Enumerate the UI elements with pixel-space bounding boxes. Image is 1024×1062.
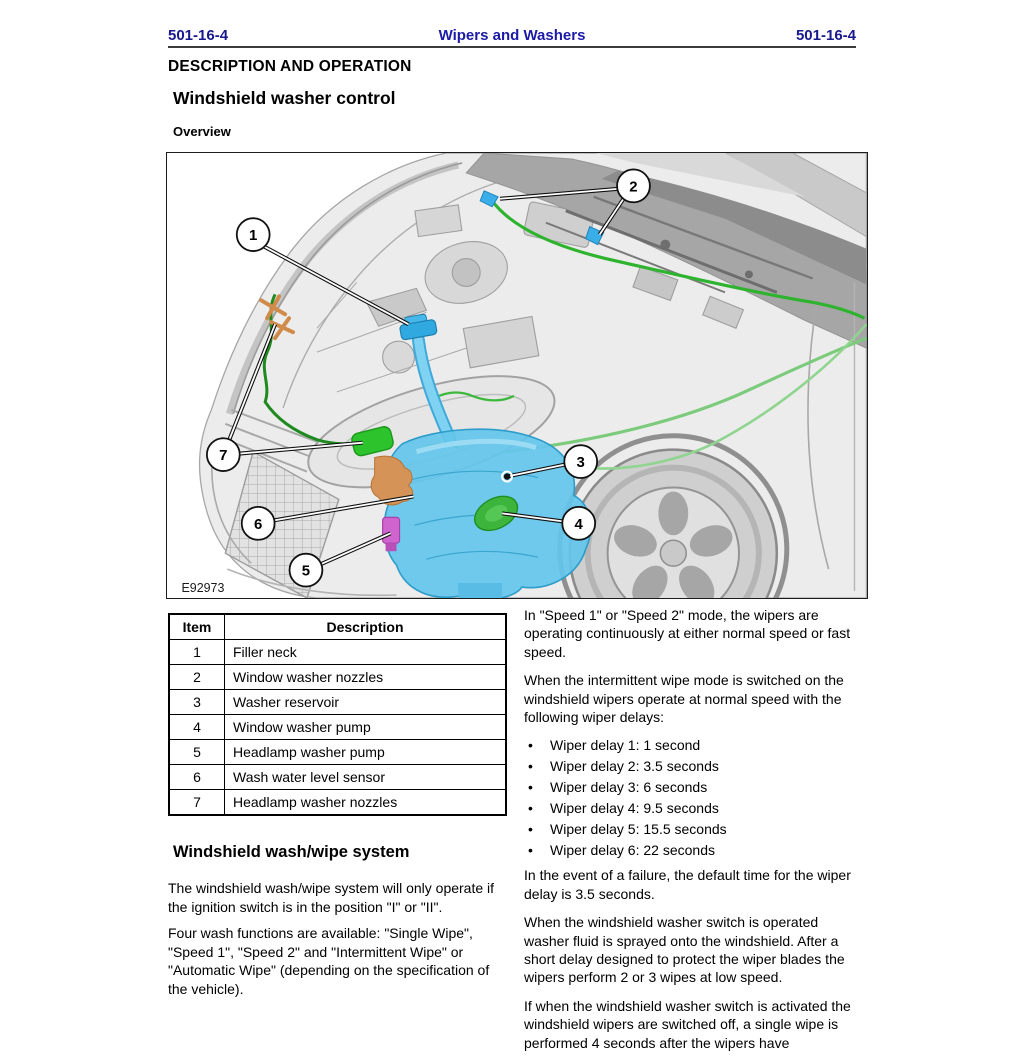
item-number: 7: [169, 790, 225, 816]
page-code-right: 501-16-4: [795, 27, 856, 44]
item-number: 6: [169, 765, 225, 790]
list-item: [524, 736, 864, 754]
callout-1-label: 1: [249, 227, 258, 245]
table-row: [169, 640, 506, 665]
chapter-title: Wipers and Washers: [438, 27, 586, 44]
item-description: Headlamp washer nozzles: [225, 790, 507, 816]
table-row: [169, 765, 506, 790]
bullet-glyph: •: [528, 779, 533, 796]
bullet-text: Wiper delay 6: 22 seconds: [550, 841, 715, 858]
subsection-heading: Windshield wash/wipe system: [173, 843, 410, 861]
bullet-text: Wiper delay 3: 6 seconds: [550, 779, 708, 796]
left-column: [168, 843, 508, 1006]
bullet-glyph: •: [528, 758, 533, 775]
figure-id-label: E92973: [181, 581, 225, 596]
car-illustration: [167, 153, 867, 598]
paragraph: When the windshield washer switch is operated washer fluid is sprayed onto the windshield. After a short delay designed to protect the wiper blades the wipers perform 2 or 3 wipes at low speed.: [524, 914, 845, 986]
running-header: [168, 27, 856, 47]
item-description: Window washer pump: [225, 715, 507, 740]
table-row: [169, 715, 506, 740]
table-row: [169, 740, 506, 765]
callout-4-label: 4: [574, 515, 583, 533]
item-description: Washer reservoir: [225, 690, 507, 715]
callout-5-label: 5: [301, 562, 311, 580]
legend-table: [168, 613, 507, 816]
callout-1: [237, 218, 270, 251]
bullet-text: Wiper delay 1: 1 second: [550, 737, 701, 754]
item-number: 5: [169, 740, 225, 765]
callout-6-label: 6: [254, 515, 263, 533]
callout-6: [242, 507, 275, 540]
section-heading: DESCRIPTION AND OPERATION: [168, 58, 412, 75]
paragraph: In the event of a failure, the default time for the wiper delay is 3.5 seconds.: [524, 867, 851, 902]
table-row: [169, 690, 506, 715]
callout-2-label: 2: [629, 178, 638, 196]
bullet-text: Wiper delay 4: 9.5 seconds: [550, 800, 719, 817]
item-description: Wash water level sensor: [225, 765, 507, 790]
table-row: [169, 790, 506, 816]
right-column: [524, 606, 864, 1062]
paragraph: The windshield wash/wipe system will only operate if the ignition switch is in the position "I" or "II".: [168, 880, 495, 915]
article-title: Windshield washer control: [173, 88, 396, 108]
callout-3-label: 3: [576, 454, 585, 472]
callout-7-label: 7: [219, 447, 228, 465]
callout-7: [207, 438, 240, 471]
table-header-row: [169, 614, 506, 640]
paragraph: In "Speed 1" or "Speed 2" mode, the wipers are operating continuously at either normal speed or fast speed.: [524, 607, 851, 660]
header-rule: [168, 46, 856, 48]
bullet-glyph: •: [528, 737, 533, 754]
callout-3: [564, 445, 597, 478]
overview-heading: Overview: [173, 124, 231, 139]
bullet-text: Wiper delay 5: 15.5 seconds: [550, 821, 727, 838]
list-item: [524, 820, 864, 838]
callout-2: [617, 169, 650, 202]
callout-5: [290, 554, 323, 587]
callout-4: [562, 507, 595, 540]
list-item: [524, 841, 864, 859]
bullet-glyph: •: [528, 841, 533, 858]
item-description: Filler neck: [225, 640, 507, 665]
item-number: 1: [169, 640, 225, 665]
bullet-glyph: •: [528, 800, 533, 817]
col-header-item: Item: [169, 614, 225, 640]
page-code-left: 501-16-4: [168, 27, 229, 44]
item-description: Headlamp washer pump: [225, 740, 507, 765]
item-number: 3: [169, 690, 225, 715]
washer-system-figure: [166, 152, 868, 599]
paragraph: Four wash functions are available: "Single Wipe", "Speed 1", "Speed 2" and "Intermittent Wipe" or "Automatic Wipe" (depending on the specification of the vehicle).: [168, 925, 490, 997]
item-number: 2: [169, 665, 225, 690]
list-item: [524, 799, 864, 817]
bullet-text: Wiper delay 2: 3.5 seconds: [550, 758, 719, 775]
bullet-glyph: •: [528, 821, 533, 838]
paragraph: When the intermittent wipe mode is switched on the windshield wipers operate at normal speed with the following wiper delays:: [524, 672, 844, 726]
col-header-description: Description: [225, 614, 507, 640]
item-number: 4: [169, 715, 225, 740]
list-item: [524, 757, 864, 775]
list-item: [524, 778, 864, 796]
wiper-delay-list: [524, 736, 864, 859]
table-row: [169, 665, 506, 690]
item-description: Window washer nozzles: [225, 665, 507, 690]
paragraph: If when the windshield washer switch is activated the windshield wipers are switched off, a single wipe is performed 4 seconds after the wipers have: [524, 997, 851, 1051]
